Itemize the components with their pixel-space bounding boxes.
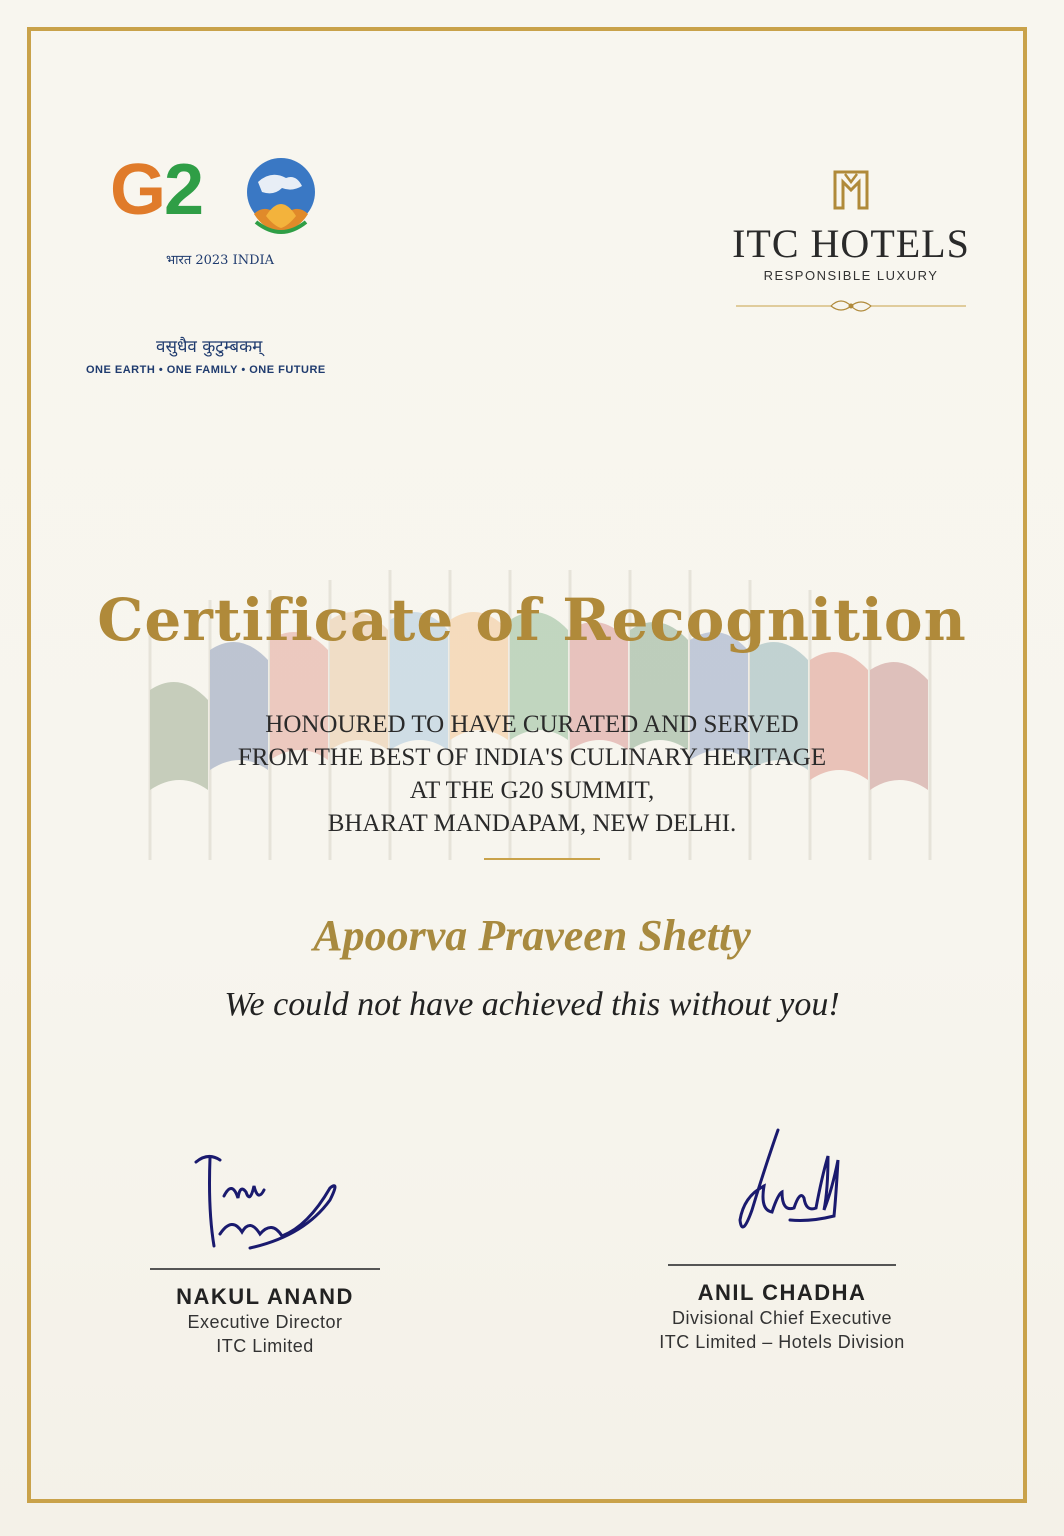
g20-sanskrit-motto: वसुधैव कुटुम्बकम् bbox=[156, 337, 263, 357]
itc-emblem-icon bbox=[831, 168, 871, 212]
signatory-name: NAKUL ANAND bbox=[176, 1284, 354, 1309]
body-line: FROM THE BEST OF INDIA'S CULINARY HERITAGE bbox=[237, 744, 827, 771]
signatory-title: Divisional Chief Executive bbox=[671, 1308, 893, 1328]
itc-hotels-logo bbox=[726, 168, 976, 318]
gold-divider bbox=[484, 858, 600, 860]
body-line: AT THE G20 SUMMIT, bbox=[409, 777, 655, 804]
thanks-line: We could not have achieved this without you! bbox=[224, 986, 840, 1023]
itc-hotels-name: ITC HOTELS bbox=[732, 221, 970, 266]
g20-motto: ONE EARTH • ONE FAMILY • ONE FUTURE bbox=[86, 364, 326, 376]
signatory-org: ITC Limited – Hotels Division bbox=[659, 1332, 905, 1352]
recipient-name: Apoorva Praveen Shetty bbox=[313, 911, 751, 960]
signature-line bbox=[668, 1264, 896, 1266]
g20-logo bbox=[86, 150, 348, 390]
g20-globe-lotus-icon bbox=[236, 152, 326, 242]
certificate-body bbox=[0, 708, 1064, 840]
g20-digit-2: 2 bbox=[164, 150, 203, 230]
itc-hotels-tagline: RESPONSIBLE LUXURY bbox=[763, 268, 939, 283]
body-line: BHARAT MANDAPAM, NEW DELHI. bbox=[327, 810, 737, 837]
signatory-title: Executive Director bbox=[187, 1312, 343, 1332]
g20-letter-g: G bbox=[110, 150, 165, 230]
body-line: HONOURED TO HAVE CURATED AND SERVED bbox=[265, 711, 799, 738]
g20-year-line: भारत 2023 INDIA bbox=[166, 253, 275, 268]
ornament-divider-icon bbox=[736, 294, 966, 318]
certificate-title: Certificate of Recognition bbox=[97, 586, 967, 654]
signature-anil-chadha bbox=[720, 1120, 860, 1250]
signature-line bbox=[150, 1268, 380, 1270]
signatory-name: ANIL CHADHA bbox=[697, 1280, 867, 1305]
g20-wordmark bbox=[110, 150, 203, 230]
signature-nakul-anand bbox=[180, 1140, 350, 1260]
signatory-org: ITC Limited bbox=[216, 1336, 314, 1356]
